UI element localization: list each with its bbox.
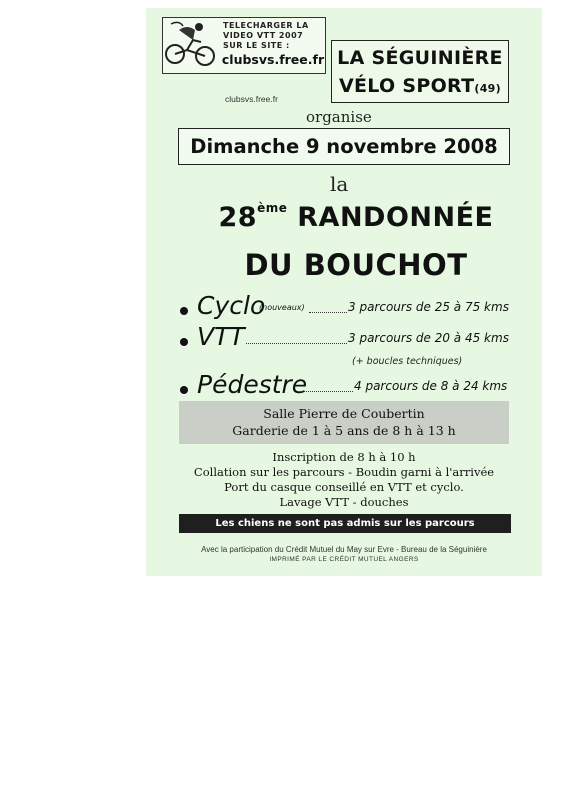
video-download-box	[162, 17, 326, 74]
venue-box	[179, 401, 509, 444]
activity-vtt-name: VTT	[197, 322, 245, 351]
club-name-velo-sport: VÉLO SPORT	[339, 75, 475, 97]
venue-name: Salle Pierre de Coubertin	[263, 406, 425, 421]
event-title-line-2: DU BOUCHOT	[244, 248, 468, 282]
sponsor-credit: Avec la participation du Crédit Mutuel du May sur Evre - Bureau de la Séguinière	[201, 545, 487, 554]
dotted-leader	[246, 343, 347, 344]
club-site-url[interactable]: clubsvs.free.fr	[225, 94, 278, 104]
no-dogs-notice: Les chiens ne sont pas admis sur les parcours	[179, 514, 511, 533]
activity-cyclo-detail: 3 parcours de 25 à 75 kms	[348, 300, 509, 314]
bullet-icon	[180, 386, 188, 394]
club-name-box	[331, 40, 509, 103]
dotted-leader	[309, 312, 347, 313]
edition-number: 28	[218, 202, 258, 233]
organise-label: organise	[306, 108, 372, 126]
registration-info: Inscription de 8 h à 10 h	[272, 450, 416, 464]
video-text-line-1: TELECHARGER LA	[223, 21, 309, 30]
mountain-bike-rider-icon	[165, 20, 217, 68]
refreshment-info: Collation sur les parcours - Boudin garni à l'arrivée	[193, 465, 495, 479]
club-name-line-1: LA SÉGUINIÈRE	[337, 47, 503, 69]
video-text-line-3: SUR LE SITE :	[223, 41, 290, 50]
video-site-link[interactable]: clubsvs.free.fr	[221, 52, 325, 67]
activity-pedestre-name: Pédestre	[197, 370, 308, 399]
article-la: la	[330, 172, 349, 196]
activity-cyclo-name: Cyclo	[197, 291, 266, 320]
flyer	[146, 8, 542, 576]
technical-loops-note: (+ boucles techniques)	[352, 356, 463, 367]
helmet-info: Port du casque conseillé en VTT et cyclo.	[224, 480, 464, 494]
club-department: (49)	[474, 82, 501, 95]
childcare-info: Garderie de 1 à 5 ans de 8 h à 13 h	[232, 423, 456, 438]
title-randonnee: RANDONNÉE	[297, 202, 494, 233]
activity-pedestre-detail: 4 parcours de 8 à 24 kms	[354, 379, 508, 393]
event-date: Dimanche 9 novembre 2008	[178, 128, 510, 165]
bike-wash-info: Lavage VTT - douches	[279, 495, 409, 509]
event-title-line-1	[196, 201, 516, 233]
bullet-icon	[180, 307, 188, 315]
edition-suffix: ème	[257, 201, 288, 215]
club-name-line-2	[332, 75, 508, 97]
video-text-line-2: VIDEO VTT 2007	[223, 31, 304, 40]
bullet-icon	[180, 338, 188, 346]
activity-cyclo-note: (nouveaux)	[259, 303, 305, 312]
dotted-leader	[301, 391, 353, 392]
activity-vtt-detail: 3 parcours de 20 à 45 kms	[348, 331, 509, 345]
printer-credit: IMPRIMÉ PAR LE CRÉDIT MUTUEL ANGERS	[269, 556, 419, 563]
video-download-text	[223, 21, 323, 51]
